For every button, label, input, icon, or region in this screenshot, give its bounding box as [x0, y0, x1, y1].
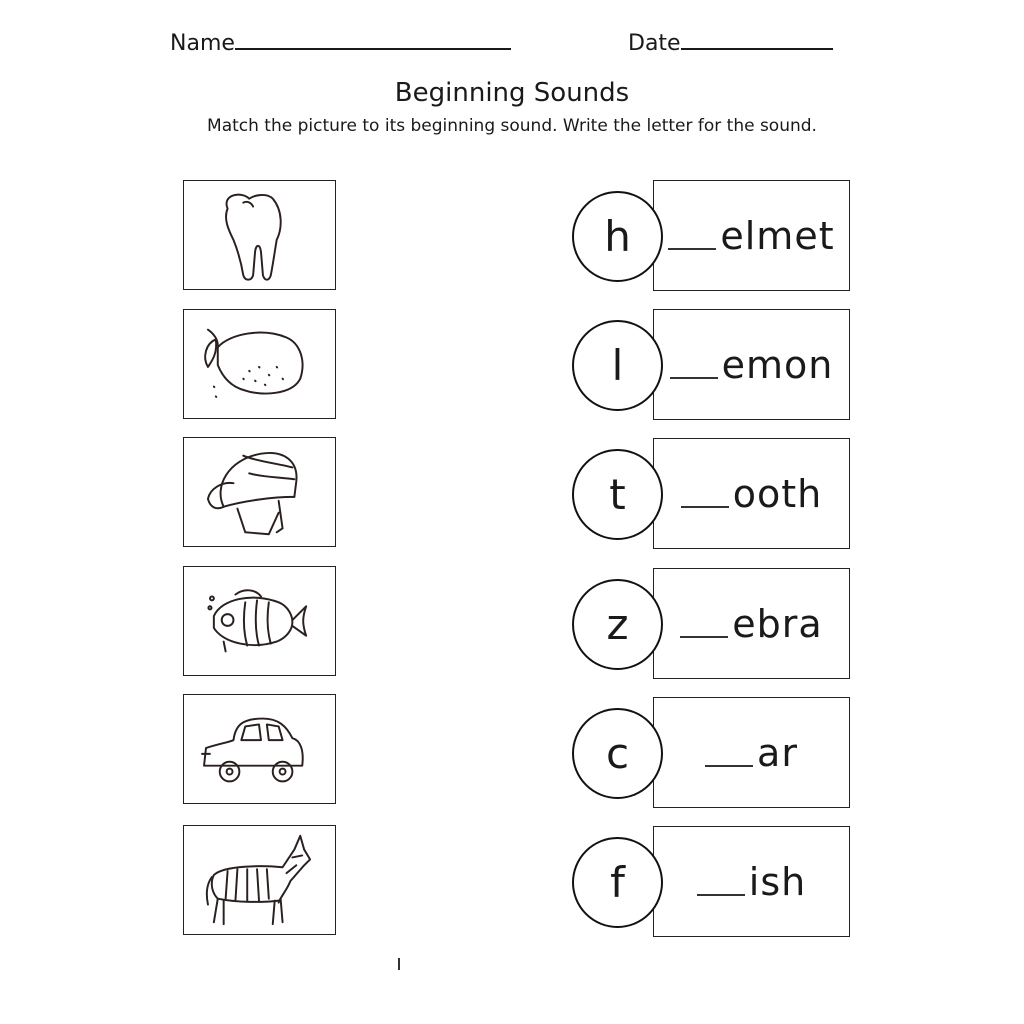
- word-box-3: [653, 438, 850, 549]
- letter-circle-6: f: [572, 837, 663, 928]
- word-box-1: [653, 180, 850, 291]
- lemon-icon: [184, 310, 335, 418]
- word-box-4: [653, 568, 850, 679]
- answer-blank-4[interactable]: [680, 610, 728, 638]
- word-ending-2: emon: [721, 342, 834, 387]
- helmet-icon: [184, 438, 335, 546]
- answer-blank-3[interactable]: [681, 480, 729, 508]
- worksheet-instructions: Match the picture to its beginning sound. Write the letter for the sound.: [207, 116, 817, 136]
- worksheet-title: Beginning Sounds: [394, 78, 630, 108]
- page-mark: [398, 958, 400, 970]
- car-icon: [184, 695, 335, 803]
- answer-blank-2[interactable]: [670, 351, 718, 379]
- word-ending-3: ooth: [732, 471, 823, 516]
- picture-box-3: [183, 437, 336, 547]
- date-label: Date: [628, 31, 681, 56]
- word-box-6: [653, 826, 850, 937]
- letter-circle-4: z: [572, 579, 663, 670]
- word-ending-1: elmet: [720, 213, 835, 258]
- answer-blank-5[interactable]: [705, 739, 753, 767]
- answer-blank-6[interactable]: [697, 868, 745, 896]
- date-line[interactable]: [681, 30, 833, 50]
- picture-box-5: [183, 694, 336, 804]
- word-box-5: [653, 697, 850, 808]
- letter-circle-2: l: [572, 320, 663, 411]
- name-label: Name: [170, 31, 235, 56]
- picture-box-2: [183, 309, 336, 419]
- picture-box-1: [183, 180, 336, 290]
- word-ending-6: ish: [748, 859, 807, 904]
- picture-box-6: [183, 825, 336, 935]
- letter-circle-3: t: [572, 449, 663, 540]
- picture-box-4: [183, 566, 336, 676]
- name-line[interactable]: [235, 30, 511, 50]
- word-box-2: [653, 309, 850, 420]
- letter-circle-5: c: [572, 708, 663, 799]
- word-ending-4: ebra: [732, 601, 823, 646]
- fish-icon: [184, 567, 335, 675]
- name-field[interactable]: [170, 30, 511, 56]
- answer-blank-1[interactable]: [668, 222, 716, 250]
- zebra-icon: [184, 826, 335, 934]
- date-field[interactable]: [628, 30, 833, 56]
- letter-circle-1: h: [572, 191, 663, 282]
- word-ending-5: ar: [757, 730, 798, 775]
- tooth-icon: [184, 181, 335, 289]
